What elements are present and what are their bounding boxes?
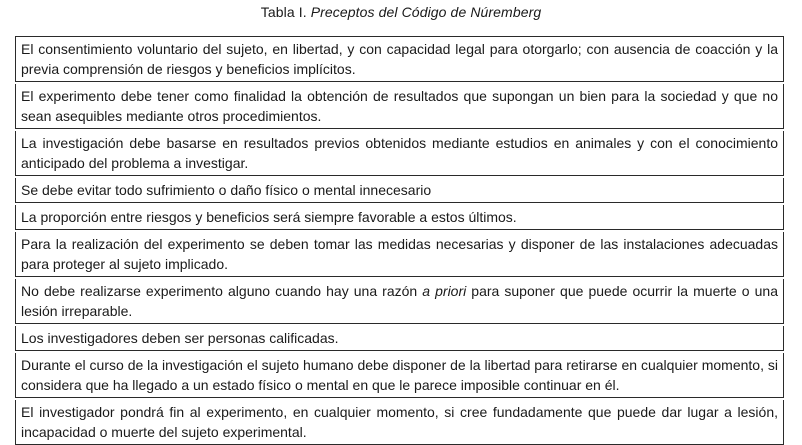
table-row bbox=[15, 279, 784, 324]
row-text: Los investigadores deben ser personas calificadas. bbox=[21, 330, 339, 346]
table-row bbox=[15, 232, 784, 277]
table-row bbox=[15, 131, 784, 176]
row-text-after: para suponer que puede ocurrir la muerte o una lesión irreparable. bbox=[21, 283, 778, 319]
row-text-before: No debe realizarse experimento alguno cuando hay una razón bbox=[21, 283, 423, 299]
row-text: El experimento debe tener como finalidad la obtención de resultados que supongan un bien para la sociedad y que no sean asequibles mediante otros procedimientos. bbox=[21, 88, 778, 124]
row-text: Para la realización del experimento se deben tomar las medidas necesarias y disponer de las instalaciones adecuadas para proteger al sujeto implicado. bbox=[21, 236, 778, 272]
table-row bbox=[15, 178, 784, 203]
table-row bbox=[15, 84, 784, 129]
row-text: El investigador pondrá fin al experimento, en cualquier momento, si cree fundadamente que puede dar lugar a lesión, incapacidad o muerte del sujeto experimental. bbox=[21, 404, 778, 440]
row-text: La proporción entre riesgos y beneficios será siempre favorable a estos últimos. bbox=[21, 209, 517, 225]
row-text: Se debe evitar todo sufrimiento o daño físico o mental innecesario bbox=[21, 182, 432, 198]
row-text: El consentimiento voluntario del sujeto, en libertad, y con capacidad legal para otorgarlo; con ausencia de coacción y la previa comprensión de riesgos y beneficios implícitos. bbox=[21, 41, 778, 77]
table-caption bbox=[0, 3, 802, 21]
table-row bbox=[15, 37, 784, 82]
caption-prefix: Tabla I. bbox=[260, 4, 307, 20]
table-row bbox=[15, 400, 784, 445]
table-row bbox=[15, 205, 784, 230]
table-row bbox=[15, 353, 784, 398]
row-text: Durante el curso de la investigación el sujeto humano debe disponer de la libertad para retirarse en cualquier momento, si considera que ha llegado a un estado físico o mental en que le parece imposible continuar en él. bbox=[21, 357, 778, 393]
caption-title: Preceptos del Código de Núremberg bbox=[310, 4, 542, 20]
table-row bbox=[15, 326, 784, 351]
row-text: La investigación debe basarse en resultados previos obtenidos mediante estudios en animales y con el conocimiento anticipado del problema a investigar. bbox=[21, 135, 778, 171]
row-text-italic: a priori bbox=[422, 283, 467, 299]
precepts-table bbox=[15, 36, 784, 445]
